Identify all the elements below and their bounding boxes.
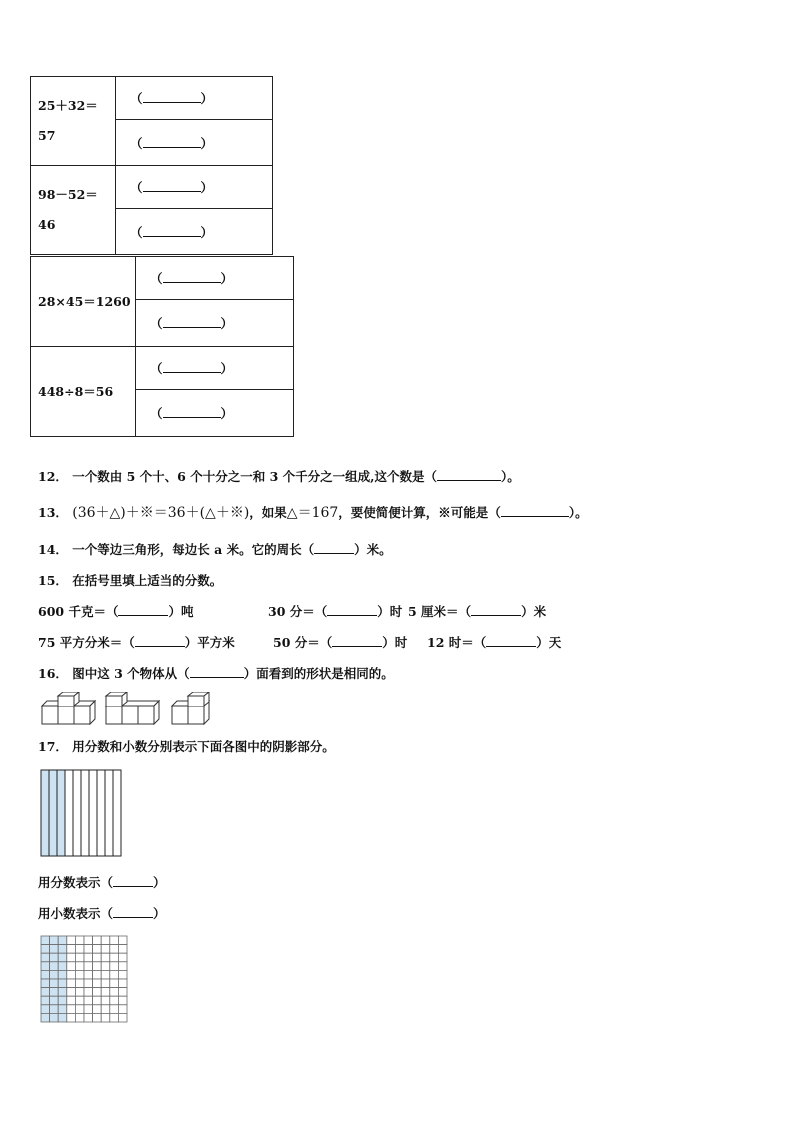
grid-cell (110, 970, 119, 979)
cube-object-3 (172, 692, 209, 724)
grid-cell (84, 1005, 93, 1014)
question-number: 17． (38, 739, 68, 754)
equation-cell (31, 347, 136, 437)
grid-cell (101, 970, 110, 979)
grid-cell (67, 1013, 76, 1022)
equation-cell (31, 257, 136, 347)
grid-cell (67, 962, 76, 971)
shaded-grid-cell (50, 970, 59, 979)
grid-cell (101, 1005, 110, 1014)
grid-cell (93, 936, 102, 945)
grid-cell (75, 945, 84, 954)
question-text: 用分数和小数分别表示下面各图中的阴影部分。 (72, 739, 335, 754)
answer-blank[interactable] (332, 633, 382, 647)
strip-figure (40, 769, 122, 857)
grid-cell (84, 1013, 93, 1022)
grid-cell (67, 945, 76, 954)
shaded-grid-cell (50, 979, 59, 988)
grid-cell (93, 945, 102, 954)
grid-cell (110, 953, 119, 962)
grid-cell (84, 953, 93, 962)
answer-blank[interactable] (143, 223, 201, 237)
equation-table-2 (30, 256, 294, 437)
grid-cell (75, 988, 84, 997)
question-17 (38, 737, 335, 755)
formula: (36＋△)＋※＝36＋(△＋※) (72, 505, 250, 521)
grid-cell (101, 936, 110, 945)
answer-cell[interactable]: （ ） (116, 166, 273, 209)
grid-cell (93, 996, 102, 1005)
grid-cell (75, 936, 84, 945)
grid-cell (84, 962, 93, 971)
answer-cell[interactable]: （ ） (136, 300, 294, 347)
grid-cell (67, 988, 76, 997)
grid-cell (93, 988, 102, 997)
shaded-grid-cell (50, 988, 59, 997)
grid-cell (84, 970, 93, 979)
grid-cell (67, 979, 76, 988)
shaded-grid-cell (50, 962, 59, 971)
hundred-grid-figure (40, 935, 128, 1023)
grid-cell (110, 1005, 119, 1014)
grid-cell (67, 953, 76, 962)
conversion-item: 600 千克＝（ ）吨 (38, 604, 194, 619)
conversion-row-1 (38, 602, 546, 620)
cube-object-2 (106, 692, 159, 724)
answer-blank[interactable] (163, 314, 221, 328)
grid-cell (75, 1013, 84, 1022)
grid-cell (67, 936, 76, 945)
grid-cell (101, 996, 110, 1005)
unshaded-strip (73, 770, 81, 856)
unshaded-strip (81, 770, 89, 856)
answer-blank[interactable] (190, 664, 244, 678)
grid-cell (118, 970, 127, 979)
question-number: 13． (38, 505, 68, 520)
question-16: 16． 图中这 3 个物体从（ ）面看到的形状是相同的。 (38, 666, 394, 681)
grid-cell (67, 996, 76, 1005)
grid-cell (118, 979, 127, 988)
shaded-grid-cell (50, 945, 59, 954)
shaded-grid-cell (41, 953, 50, 962)
answer-blank[interactable] (486, 633, 536, 647)
equation-line: 98－52＝ (38, 187, 98, 202)
grid-cell (75, 996, 84, 1005)
equation-line: 46 (38, 217, 56, 232)
answer-blank[interactable] (437, 467, 501, 481)
shaded-grid-cell (41, 970, 50, 979)
answer-blank[interactable] (113, 873, 153, 887)
question-12: 12． 一个数由 5 个十、6 个十分之一和 3 个千分之一组成,这个数是（ ）。 (38, 469, 520, 484)
shaded-grid-cell (58, 945, 67, 954)
grid-cell (110, 936, 119, 945)
grid-cell (75, 1005, 84, 1014)
grid-cell (93, 962, 102, 971)
shaded-strip (57, 770, 65, 856)
shaded-grid-cell (50, 996, 59, 1005)
grid-cell (67, 1005, 76, 1014)
grid-cell (93, 979, 102, 988)
conversion-item: 5 厘米＝（ ）米 (408, 604, 547, 619)
shaded-grid-cell (41, 996, 50, 1005)
equation-text: 448÷8＝56 (38, 383, 114, 399)
grid-cell (75, 953, 84, 962)
shaded-grid-cell (58, 953, 67, 962)
shaded-grid-cell (41, 945, 50, 954)
shaded-grid-cell (50, 1013, 59, 1022)
question-13: 13． (36＋△)＋※＝36＋(△＋※)，如果△＝167，要使简便计算，※可能是（ ）。 (38, 505, 588, 521)
grid-cell (110, 1013, 119, 1022)
answer-blank[interactable] (163, 404, 221, 418)
unshaded-strip (113, 770, 121, 856)
answer-blank[interactable] (471, 602, 521, 616)
grid-cell (84, 936, 93, 945)
equation-text: 28×45＝1260 (38, 293, 131, 309)
grid-cell (93, 1005, 102, 1014)
answer-blank[interactable] (163, 269, 221, 283)
grid-cell (93, 953, 102, 962)
answer-cell[interactable]: （ ） (116, 120, 273, 166)
shaded-grid-cell (41, 988, 50, 997)
unshaded-strip (97, 770, 105, 856)
grid-cell (101, 979, 110, 988)
grid-cell (67, 970, 76, 979)
grid-cell (84, 988, 93, 997)
decimal-answer-line: 用小数表示（ ） (38, 906, 166, 921)
shaded-strip (41, 770, 49, 856)
conversion-item: 75 平方分米＝（ ）平方米 (38, 635, 235, 650)
shaded-grid-cell (41, 962, 50, 971)
question-number: 12． (38, 469, 68, 484)
shaded-grid-cell (41, 1013, 50, 1022)
unshaded-strip (65, 770, 73, 856)
question-text: 在括号里填上适当的分数。 (72, 573, 223, 588)
answer-cell[interactable]: （ ） (136, 390, 294, 437)
grid-cell (84, 996, 93, 1005)
grid-cell (101, 945, 110, 954)
answer-cell[interactable]: （ ） (136, 257, 294, 300)
question-15 (38, 571, 222, 589)
conversion-item: 30 分＝（ ）时 (268, 604, 403, 619)
answer-blank[interactable] (163, 359, 221, 373)
answer-blank[interactable] (314, 540, 354, 554)
answer-blank[interactable] (113, 904, 153, 918)
cube-object-1 (42, 692, 95, 724)
grid-cell (110, 996, 119, 1005)
grid-cell (118, 945, 127, 954)
answer-cell[interactable]: （ ） (116, 209, 273, 255)
cube-objects-figure (40, 692, 210, 728)
answer-blank[interactable] (118, 602, 168, 616)
grid-cell (110, 945, 119, 954)
grid-cell (110, 988, 119, 997)
question-number: 16． (38, 666, 68, 681)
question-number: 15． (38, 573, 68, 588)
grid-cell (101, 962, 110, 971)
question-14: 14． 一个等边三角形，每边长 a 米。它的周长（ ）米。 (38, 542, 392, 557)
unshaded-strip (89, 770, 97, 856)
answer-blank[interactable] (143, 134, 201, 148)
equation-cell (31, 77, 116, 166)
equation-line: 57 (38, 128, 56, 143)
question-number: 14． (38, 542, 68, 557)
grid-cell (118, 962, 127, 971)
shaded-grid-cell (58, 962, 67, 971)
grid-cell (118, 1013, 127, 1022)
shaded-grid-cell (58, 979, 67, 988)
shaded-grid-cell (41, 979, 50, 988)
answer-blank[interactable] (143, 89, 201, 103)
equation-cell (31, 166, 116, 255)
grid-cell (101, 1013, 110, 1022)
grid-cell (75, 979, 84, 988)
grid-cell (84, 979, 93, 988)
answer-blank[interactable] (143, 178, 201, 192)
grid-cell (110, 979, 119, 988)
answer-cell[interactable]: （ ） (116, 77, 273, 120)
conversion-row-2 (38, 633, 561, 651)
grid-cell (93, 970, 102, 979)
answer-cell[interactable]: （ ） (136, 347, 294, 390)
fraction-answer-line: 用分数表示（ ） (38, 875, 166, 890)
grid-cell (118, 1005, 127, 1014)
shaded-grid-cell (58, 1013, 67, 1022)
equation-table-1 (30, 76, 273, 255)
answer-blank[interactable] (327, 602, 377, 616)
grid-cell (84, 945, 93, 954)
unshaded-strip (105, 770, 113, 856)
grid-cell (118, 996, 127, 1005)
grid-cell (118, 988, 127, 997)
shaded-grid-cell (58, 988, 67, 997)
shaded-grid-cell (50, 1005, 59, 1014)
question-text: 图中这 3 个物体从 (72, 666, 178, 681)
grid-cell (75, 970, 84, 979)
shaded-grid-cell (58, 936, 67, 945)
answer-blank[interactable] (135, 633, 185, 647)
condition: △＝167 (286, 505, 339, 521)
shaded-grid-cell (50, 953, 59, 962)
conversion-item: 50 分＝（ ）时 (273, 635, 408, 650)
equation-line: 25＋32＝ (38, 98, 98, 113)
conversion-item: 12 时＝（ ）天 (427, 635, 562, 650)
grid-cell (118, 953, 127, 962)
grid-cell (118, 936, 127, 945)
grid-cell (93, 1013, 102, 1022)
question-text: 一个数由 5 个十、6 个十分之一和 3 个千分之一组成,这个数是 (72, 469, 425, 484)
grid-cell (75, 962, 84, 971)
grid-cell (110, 962, 119, 971)
shaded-strip (49, 770, 57, 856)
grid-cell (101, 988, 110, 997)
grid-cell (101, 953, 110, 962)
shaded-grid-cell (58, 970, 67, 979)
shaded-grid-cell (58, 996, 67, 1005)
shaded-grid-cell (50, 936, 59, 945)
shaded-grid-cell (41, 1005, 50, 1014)
question-text: 一个等边三角形，每边长 a 米。它的周长 (72, 542, 302, 557)
shaded-grid-cell (41, 936, 50, 945)
answer-blank[interactable] (501, 503, 569, 517)
shaded-grid-cell (58, 1005, 67, 1014)
